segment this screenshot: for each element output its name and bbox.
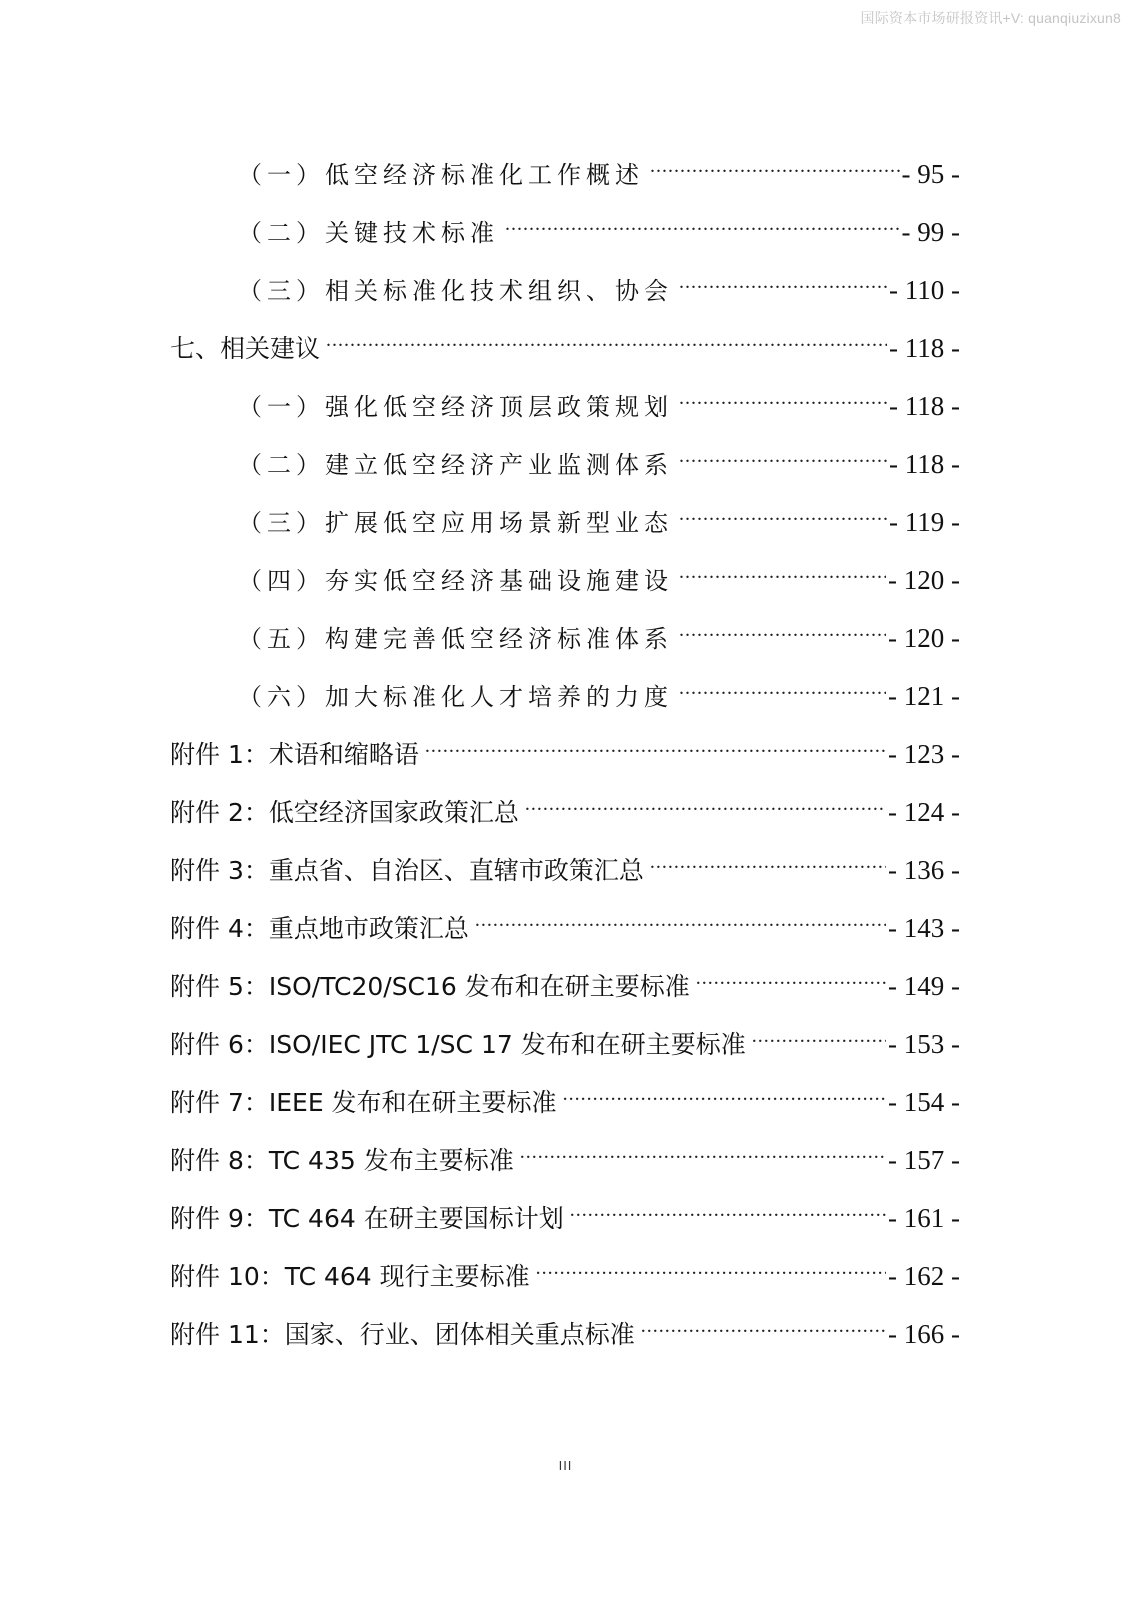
- toc-entry[interactable]: [170, 201, 960, 247]
- toc-entry-page: - 149 -: [888, 971, 960, 1001]
- toc-entry-title: （四）夯实低空经济基础设施建设: [238, 567, 673, 595]
- toc-entry-title: 附件 3：重点省、自治区、直辖市政策汇总: [170, 856, 644, 885]
- dot-leader: [536, 1245, 886, 1285]
- dot-leader: [525, 781, 886, 821]
- toc-entry[interactable]: [170, 839, 960, 885]
- toc-entry-title: （一）强化低空经济顶层政策规划: [238, 393, 673, 421]
- dot-leader: [679, 607, 886, 647]
- toc-entry-page: - 124 -: [888, 797, 960, 827]
- toc-entry-page: - 136 -: [888, 855, 960, 885]
- dot-leader: [641, 1303, 886, 1343]
- toc-entry[interactable]: [170, 491, 960, 537]
- toc-entry-page: - 119 -: [889, 507, 960, 537]
- dot-leader: [679, 433, 887, 473]
- toc-entry-title: 附件 2：低空经济国家政策汇总: [170, 798, 519, 827]
- toc-entry-page: - 118 -: [889, 449, 960, 479]
- dot-leader: [752, 1013, 886, 1053]
- dot-leader: [326, 317, 887, 357]
- toc-entry-page: - 95 -: [901, 159, 960, 189]
- toc-entry-title: 附件 6：ISO/IEC JTC 1/SC 17 发布和在研主要标准: [170, 1030, 746, 1059]
- toc-entry-title: （三）扩展低空应用场景新型业态: [238, 509, 673, 537]
- dot-leader: [563, 1071, 886, 1111]
- dot-leader: [679, 375, 887, 415]
- toc-entry-page: - 162 -: [888, 1261, 960, 1291]
- toc-entry-page: - 161 -: [888, 1203, 960, 1233]
- toc-entry[interactable]: [170, 665, 960, 711]
- toc-entry-page: - 120 -: [888, 623, 960, 653]
- dot-leader: [679, 491, 887, 531]
- dot-leader: [679, 259, 887, 299]
- dot-leader: [650, 143, 900, 183]
- toc-entry-title: （三）相关标准化技术组织、协会: [238, 277, 673, 305]
- dot-leader: [679, 665, 886, 705]
- dot-leader: [679, 549, 886, 589]
- dot-leader: [650, 839, 886, 879]
- toc-entry-page: - 118 -: [889, 333, 960, 363]
- toc-entry-page: - 120 -: [888, 565, 960, 595]
- toc-entry[interactable]: [170, 433, 960, 479]
- toc-entry-page: - 99 -: [901, 217, 960, 247]
- dot-leader: [570, 1187, 886, 1227]
- toc-entry[interactable]: [170, 1071, 960, 1117]
- toc-entry-page: - 110 -: [889, 275, 960, 305]
- toc-entry-title: 附件 10：TC 464 现行主要标准: [170, 1262, 530, 1291]
- toc-entry[interactable]: [170, 317, 960, 363]
- toc-entry[interactable]: [170, 781, 960, 827]
- page-number: III: [558, 1458, 573, 1473]
- watermark: 国际资本市场研报资讯+V: quanqiuzixun8: [860, 10, 1121, 26]
- toc-entry-title: 附件 1：术语和缩略语: [170, 740, 419, 769]
- toc-entry[interactable]: [170, 723, 960, 769]
- toc-entry-page: - 121 -: [888, 681, 960, 711]
- toc-entry-title: 七、相关建议: [170, 334, 321, 363]
- toc-entry[interactable]: [170, 1245, 960, 1291]
- toc-entry-title: 附件 5：ISO/TC20/SC16 发布和在研主要标准: [170, 972, 690, 1001]
- toc-entry-title: （二）关键技术标准: [238, 219, 499, 247]
- dot-leader: [475, 897, 886, 937]
- toc-entry-page: - 166 -: [888, 1319, 960, 1349]
- toc-entry[interactable]: [170, 607, 960, 653]
- toc-entry-title: （五）构建完善低空经济标准体系: [238, 625, 673, 653]
- dot-leader: [425, 723, 886, 763]
- toc-entry[interactable]: [170, 1187, 960, 1233]
- toc-entry[interactable]: [170, 1303, 960, 1349]
- dot-leader: [520, 1129, 886, 1169]
- toc-entry-title: （一）低空经济标准化工作概述: [238, 161, 644, 189]
- toc-entry-page: - 123 -: [888, 739, 960, 769]
- toc-entry[interactable]: [170, 1129, 960, 1175]
- toc-entry-page: - 118 -: [889, 391, 960, 421]
- toc-entry[interactable]: [170, 549, 960, 595]
- toc-entry-page: - 157 -: [888, 1145, 960, 1175]
- toc-entry[interactable]: [170, 375, 960, 421]
- toc-entry-page: - 143 -: [888, 913, 960, 943]
- toc-entry-title: 附件 9：TC 464 在研主要国标计划: [170, 1204, 564, 1233]
- toc-entry-title: 附件 7：IEEE 发布和在研主要标准: [170, 1088, 557, 1117]
- dot-leader: [505, 201, 900, 241]
- toc-entry-title: （二）建立低空经济产业监测体系: [238, 451, 673, 479]
- toc-entry[interactable]: [170, 1013, 960, 1059]
- toc-entry-title: 附件 8：TC 435 发布主要标准: [170, 1146, 514, 1175]
- toc-entry-title: 附件 4：重点地市政策汇总: [170, 914, 469, 943]
- toc-entry[interactable]: [170, 143, 960, 189]
- toc-entry[interactable]: [170, 259, 960, 305]
- toc-entry-title: 附件 11：国家、行业、团体相关重点标准: [170, 1320, 635, 1349]
- toc-entry-page: - 154 -: [888, 1087, 960, 1117]
- toc-entry-title: （六）加大标准化人才培养的力度: [238, 683, 673, 711]
- toc-entry-page: - 153 -: [888, 1029, 960, 1059]
- dot-leader: [696, 955, 886, 995]
- toc-entry[interactable]: [170, 897, 960, 943]
- toc-entry[interactable]: [170, 955, 960, 1001]
